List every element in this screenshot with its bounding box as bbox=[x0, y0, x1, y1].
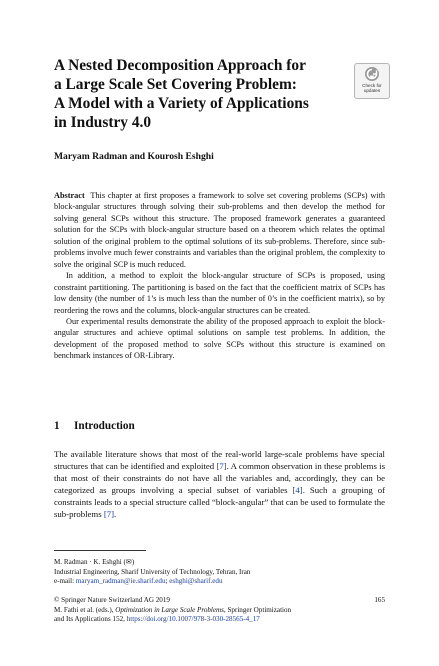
title-line: in Industry 4.0 bbox=[54, 114, 152, 131]
citation-line: M. Fathi et al. (eds.), Optimization in Large Scale Problems, Springer Optimization bbox=[54, 605, 292, 614]
section-number: 1 bbox=[54, 420, 60, 432]
paper-title bbox=[54, 56, 344, 132]
abstract-label: Abstract bbox=[54, 191, 85, 200]
doi-link[interactable]: https://doi.org/10.1007/978-3-030-28565-4_17 bbox=[126, 615, 260, 624]
footnote-affiliation: Industrial Engineering, Sharif University of Technology, Tehran, Iran bbox=[54, 567, 251, 576]
author-footnote bbox=[54, 558, 385, 587]
title-line: A Model with a Variety of Applications bbox=[54, 95, 309, 112]
copyright-notice: © Springer Nature Switzerland AG 2019 bbox=[54, 596, 170, 604]
abstract bbox=[54, 190, 385, 362]
series-line: and Its Applications 152, https://doi.org/10.1007/978-3-030-28565-4_17 bbox=[54, 615, 260, 624]
page-number: 165 bbox=[374, 596, 385, 604]
citation-link[interactable]: [4] bbox=[292, 485, 303, 496]
title-line: a Large Scale Set Covering Problem: bbox=[54, 76, 297, 93]
citation-link[interactable]: [7] bbox=[216, 461, 227, 472]
footnote-rule bbox=[54, 550, 146, 551]
author-list: Maryam Radman and Kourosh Eshghi bbox=[54, 151, 214, 162]
section-title: Introduction bbox=[74, 420, 135, 432]
footnote-authors: M. Radman · K. Eshghi (✉) bbox=[54, 558, 135, 566]
badge-label: Check for updates bbox=[362, 83, 382, 93]
citation-link[interactable]: [7] bbox=[103, 509, 115, 520]
abstract-paragraph: In addition, a method to exploit the block-angular structure of SCPs is proposed, using constraint partitioning. The partitioning is based on the fact that the coefficient matrix of SCPs has low density (the number of 1’s is much less than the number of 0’s in the coefficient matrix), so by reordering the rows and the columns, block-angular structures can be created. bbox=[54, 271, 385, 315]
abstract-paragraph: Our experimental results demonstrate the ability of the proposed approach to exploit the block-angular structures and achieve optimal solutions on sample test problems. In addition, the development of the proposed method to solve SCPs without this structure is examined on benchmark instances of OR-Library. bbox=[54, 316, 385, 361]
footnote-email-line: e-mail: maryam_radman@ie.sharif.edu; eshghi@sharif.edu bbox=[54, 577, 223, 586]
email-link[interactable]: maryam_radman@ie.sharif.edu bbox=[75, 577, 166, 586]
title-line: A Nested Decomposition Approach for bbox=[54, 57, 306, 74]
abstract-paragraph: Abstract This chapter at first proposes a framework to solve set covering problems (SCPs) with block-angular structures through solving their sub-problems and then develop the method for solving general SCPs without this structure. The proposed framework generates a guaranteed solution for the SCPs with block-angular structure based on a theorem which relates the optimal solution of the original problem to the optimal solutions of its sub-problems. Therefore, since sub-problems involve much fewer constraints and variables than the original problem, the complexity to solve the original SCP is much reduced. bbox=[54, 191, 386, 269]
publication-info bbox=[54, 596, 385, 625]
check-for-updates-icon bbox=[364, 66, 380, 82]
book-title: Optimization in Large Scale Problems bbox=[115, 605, 224, 614]
section-heading bbox=[54, 420, 135, 432]
check-for-updates-badge[interactable] bbox=[354, 63, 390, 99]
email-link[interactable]: eshghi@sharif.edu bbox=[169, 577, 223, 586]
intro-paragraph: The available literature shows that most of the real-world large-scale problems have special structures that can be identified and exploited [7]. A common observation in these problems is that most of their constraints do not have all the variables and, accordingly, they can be categorized as groups involving a special subset of variables [4]. Such a grouping of constraints leads to a special structure called “block-angular” that can be used to formulate the sub-problems [7]. bbox=[54, 449, 386, 520]
